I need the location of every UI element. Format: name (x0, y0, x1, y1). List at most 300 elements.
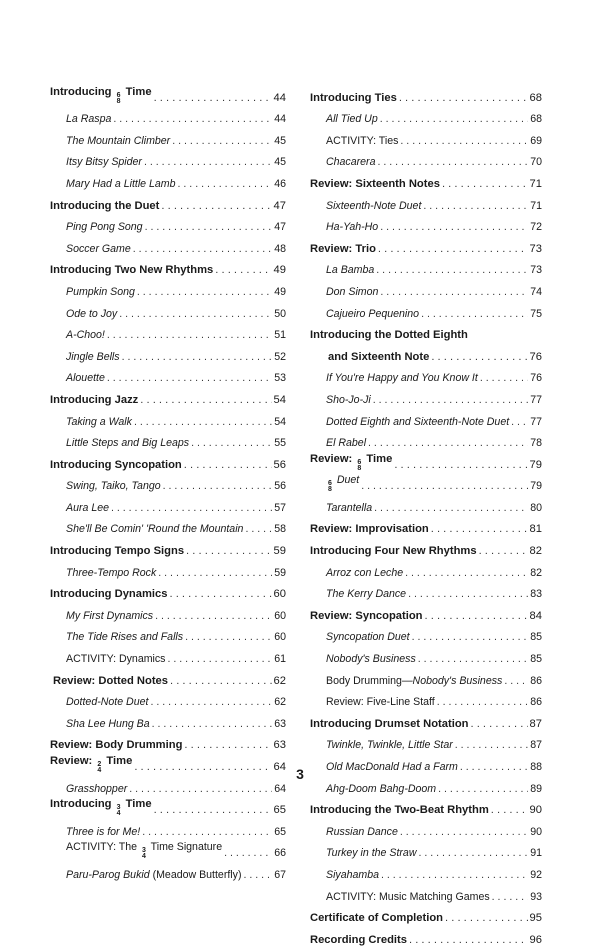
dot-leader (172, 134, 272, 148)
dot-leader (140, 393, 271, 407)
toc-page-number: 49 (274, 285, 286, 298)
dot-leader (178, 177, 273, 191)
toc-page-number: 58 (274, 523, 286, 536)
toc-entry[interactable] (50, 863, 286, 885)
toc-entry[interactable] (310, 561, 542, 583)
toc-entry-title: Itsy Bitsy Spider (66, 156, 142, 169)
toc-entry[interactable] (310, 734, 542, 756)
title-italic: Paru-Parog Bukid (66, 868, 150, 881)
dot-leader (400, 825, 528, 839)
toc-page-number: 44 (273, 91, 286, 104)
toc-entry-title (50, 797, 152, 817)
toc-page-number: 55 (274, 437, 286, 450)
dot-leader (409, 933, 528, 947)
toc-page-number: 62 (274, 696, 286, 709)
toc-entry-title: Review: Dotted Notes (53, 674, 168, 687)
toc-entry[interactable] (310, 475, 542, 497)
toc-section-heading[interactable] (50, 583, 286, 605)
toc-page-number: 91 (530, 847, 542, 860)
toc-page-number: 82 (529, 545, 542, 558)
toc-entry-title: Introducing the Two-Beat Rhythm (310, 804, 489, 817)
dot-leader (394, 458, 527, 472)
dot-leader (431, 350, 527, 364)
toc-entry-title: Review: Trio (310, 242, 376, 255)
toc-page-number: 74 (530, 285, 542, 298)
toc-page-number: 65 (273, 804, 286, 817)
toc-section-heading[interactable] (50, 388, 286, 410)
toc-section-heading[interactable] (310, 345, 542, 367)
dot-leader (113, 112, 272, 126)
toc-page-number: 68 (530, 113, 542, 126)
toc-page-number: 63 (274, 717, 286, 730)
toc-entry-title: Jingle Bells (66, 350, 120, 363)
toc-page-number: 85 (530, 631, 542, 644)
dot-leader (455, 738, 528, 752)
toc-entry-title: Sha Lee Hung Ba (66, 717, 150, 730)
toc-entry-title: The Mountain Climber (66, 134, 171, 147)
dot-leader (381, 868, 528, 882)
toc-entry-title (50, 85, 152, 105)
toc-entry-title: Aura Lee (66, 501, 109, 514)
toc-entry[interactable] (310, 410, 542, 432)
toc-page-number: 61 (274, 653, 286, 666)
toc-page-number: 71 (530, 199, 542, 212)
toc-section-heading[interactable] (50, 669, 286, 691)
toc-entry-title: Introducing Drumset Notation (310, 717, 469, 730)
toc-page-number: 63 (273, 739, 286, 752)
toc-page-number: 78 (530, 437, 542, 450)
toc-entry-title: Introducing Tempo Signs (50, 545, 185, 558)
toc-entry[interactable] (50, 432, 286, 454)
toc-section-heading[interactable] (310, 539, 542, 561)
toc-entry-title: Little Steps and Big Leaps (66, 437, 190, 450)
toc-page-number: 83 (530, 588, 542, 601)
toc-entry[interactable] (50, 410, 286, 432)
time-signature-icon (357, 460, 361, 472)
toc-entry-title: All Tied Up (326, 113, 378, 126)
toc-page-number: 49 (273, 264, 286, 277)
dot-leader (480, 371, 528, 385)
toc-page-number: 48 (274, 242, 286, 255)
dot-leader (167, 652, 272, 666)
time-signature-bottom: 4 (116, 810, 121, 818)
toc-page-number: 52 (274, 350, 286, 363)
toc-entry[interactable] (50, 647, 286, 669)
toc-page-number: 67 (274, 868, 286, 881)
time-signature-icon (117, 93, 121, 105)
toc-page-number: 56 (274, 480, 286, 493)
toc-entry[interactable] (50, 172, 286, 194)
dot-leader (438, 782, 528, 796)
toc-entry[interactable] (50, 129, 286, 151)
time-signature-icon (328, 481, 332, 493)
toc-page-number: 60 (274, 609, 286, 622)
toc-entry-title: The Kerry Dance (326, 588, 407, 601)
dot-leader (170, 587, 272, 601)
toc-entry-title: Review: Sixteenth Notes (310, 177, 440, 190)
toc-section-heading[interactable] (50, 539, 286, 561)
toc-page-number: 66 (274, 847, 286, 860)
toc-page-number: 53 (274, 372, 286, 385)
toc-entry-title: El Rabel (326, 437, 367, 450)
toc-entry-title: Grasshopper (66, 782, 128, 795)
toc-entry[interactable] (50, 604, 286, 626)
toc-page-number: 51 (274, 329, 286, 342)
toc-section-heading[interactable] (50, 734, 286, 756)
toc-entry-title: Review: Body Drumming (50, 739, 183, 752)
toc-section-heading[interactable] (50, 259, 286, 281)
toc-page-number: 77 (530, 415, 542, 428)
time-signature-icon (142, 848, 146, 860)
toc-entry-title: ACTIVITY: Music Matching Games (326, 890, 490, 903)
time-signature-top: 2 (97, 761, 102, 768)
toc-page-number: 77 (530, 393, 542, 406)
toc-page-number: 62 (273, 674, 286, 687)
toc-page-number: 59 (274, 566, 286, 579)
dot-leader (423, 199, 528, 213)
time-signature-top: 3 (142, 847, 146, 855)
toc-entry[interactable] (50, 820, 286, 842)
toc-entry-title: Three is for Me! (66, 825, 141, 838)
toc-entry-title: Introducing Two New Rhythms (50, 264, 214, 277)
toc-entry-title: Old MacDonald Had a Farm (326, 761, 458, 773)
dot-leader (129, 782, 272, 796)
toc-entry-title: Sho-Jo-Ji (326, 393, 371, 406)
toc-entry-title: La Raspa (66, 113, 112, 126)
title-prefix: Introducing (50, 798, 115, 811)
dot-leader (377, 155, 528, 169)
toc-page-number: 47 (273, 199, 286, 212)
dot-leader (361, 479, 528, 493)
dot-leader (144, 155, 272, 169)
toc-page-number: 79 (530, 480, 542, 493)
toc-section-heading[interactable] (50, 86, 286, 108)
toc-entry-title: Recording Credits (310, 933, 407, 946)
toc-page-number: 87 (530, 739, 542, 752)
toc-entry[interactable] (310, 259, 542, 281)
toc-entry-title: She'll Be Comin' 'Round the Mountain (66, 523, 244, 536)
toc-entry[interactable] (50, 561, 286, 583)
dot-leader (107, 328, 272, 342)
toc-entry[interactable] (50, 151, 286, 173)
toc-entry[interactable] (50, 496, 286, 518)
toc-entry[interactable] (310, 669, 542, 691)
time-signature-bottom: 4 (97, 767, 102, 774)
toc-page-number: 54 (273, 393, 286, 406)
page-number: 3 (296, 766, 304, 782)
toc-page-number: 81 (529, 523, 542, 536)
toc-entry[interactable] (310, 626, 542, 648)
toc-entry[interactable] (310, 216, 542, 238)
toc-page-number: 59 (273, 545, 286, 558)
dot-leader (215, 263, 271, 277)
toc-page-number: 45 (274, 156, 286, 169)
toc-entry[interactable] (310, 108, 542, 130)
dot-leader (376, 263, 528, 277)
toc-entry[interactable] (310, 691, 542, 713)
time-signature-top: 6 (357, 458, 362, 466)
title-prefix: Review: (50, 755, 96, 767)
dot-leader (154, 803, 272, 817)
toc-entry-title: Introducing Syncopation (50, 458, 182, 471)
toc-section-heading[interactable] (310, 518, 542, 540)
toc-page-number: 71 (529, 177, 542, 190)
toc-section-heading[interactable] (310, 928, 542, 950)
toc-entry[interactable] (50, 324, 286, 346)
time-signature-bottom: 8 (328, 486, 332, 494)
toc-entry[interactable] (310, 885, 542, 907)
toc-entry-title: Turkey in the Straw (326, 847, 417, 860)
toc-section-heading[interactable] (50, 194, 286, 216)
dot-leader (163, 479, 273, 493)
title-prefix: ACTIVITY: The (66, 841, 140, 854)
dot-leader (374, 501, 528, 515)
toc-entry[interactable] (310, 194, 542, 216)
toc-page-number: 90 (529, 804, 542, 817)
dot-leader (425, 609, 528, 623)
toc-entry[interactable] (310, 496, 542, 518)
dot-leader (412, 630, 529, 644)
toc-entry[interactable] (310, 863, 542, 885)
toc-entry[interactable] (310, 302, 542, 324)
dot-leader (421, 307, 528, 321)
dot-leader (470, 717, 527, 731)
toc-entry[interactable] (50, 237, 286, 259)
title-italic: Nobody's Business (412, 674, 503, 687)
toc-entry-title: Arroz con Leche (326, 566, 404, 579)
time-signature-bottom: 8 (357, 464, 362, 472)
dot-leader (137, 285, 272, 299)
dot-leader (186, 544, 272, 558)
title-prefix: Introducing (50, 85, 115, 98)
toc-page-number: 95 (529, 912, 542, 925)
toc-page-number: 76 (530, 372, 542, 385)
toc-entry-title (326, 674, 502, 688)
toc-entry-title: Ode to Joy (66, 307, 118, 320)
dot-leader (184, 738, 271, 752)
time-signature-top: 3 (116, 804, 121, 812)
toc-entry[interactable] (50, 367, 286, 389)
toc-entry[interactable] (50, 518, 286, 540)
dot-leader (380, 285, 528, 299)
toc-entry[interactable] (310, 842, 542, 864)
toc-entry[interactable] (310, 388, 542, 410)
toc-page-number: 68 (529, 91, 542, 104)
toc-page-number: 86 (530, 674, 542, 687)
toc-page-number: 45 (274, 134, 286, 147)
toc-entry-title: Certificate of Completion (310, 912, 444, 925)
toc-entry[interactable] (50, 475, 286, 497)
time-signature-top: 6 (328, 480, 332, 488)
toc-entry-title: ACTIVITY: Dynamics (66, 653, 166, 666)
toc-section-heading[interactable] (310, 324, 542, 346)
toc-entry-title (66, 840, 222, 860)
toc-entry[interactable] (50, 280, 286, 302)
toc-entry[interactable] (310, 820, 542, 842)
title-suffix: Time (122, 798, 152, 811)
title-prefix: Review: (310, 452, 356, 465)
dot-leader (150, 695, 272, 709)
toc-entry-title: La Bamba (326, 264, 375, 277)
toc-entry-title: My First Dynamics (66, 609, 154, 622)
toc-entry-title: Ha-Yah-Ho (326, 221, 379, 234)
dot-leader (511, 415, 528, 429)
toc-entry-title (326, 473, 359, 493)
toc-entry-title: Three-Tempo Rock (66, 566, 157, 579)
toc-section-heading[interactable] (310, 172, 542, 194)
toc-section-heading[interactable] (310, 453, 542, 475)
toc-entry[interactable] (310, 583, 542, 605)
toc-entry-title: Soccer Game (66, 242, 131, 255)
toc-entry[interactable] (50, 626, 286, 648)
toc-page-number: 60 (274, 631, 286, 644)
toc-entry-title: Russian Dance (326, 825, 398, 838)
toc-entry-title: Dotted-Note Duet (66, 696, 149, 709)
toc-page-number: 56 (273, 458, 286, 471)
toc-entry[interactable] (50, 345, 286, 367)
toc-section-heading[interactable] (310, 604, 542, 626)
toc-page-number: 87 (529, 717, 542, 730)
toc-section-heading[interactable] (50, 799, 286, 821)
dot-leader (191, 436, 272, 450)
toc-entry[interactable] (310, 647, 542, 669)
dot-leader (418, 652, 528, 666)
toc-entry-title: Sixteenth-Note Duet (326, 199, 422, 212)
dot-leader (158, 566, 272, 580)
dot-leader (418, 846, 528, 860)
dot-leader (408, 587, 528, 601)
toc-entry-title: Ping Pong Song (66, 221, 143, 234)
toc-entry[interactable] (50, 842, 286, 864)
toc-entry-title: Introducing Four New Rhythms (310, 545, 477, 558)
dot-leader (442, 177, 528, 191)
toc-entry-title: Chacarera (326, 156, 376, 169)
dot-leader (111, 501, 272, 515)
toc-entry[interactable] (50, 108, 286, 130)
title-suffix: Time (103, 755, 133, 767)
dot-leader (378, 242, 528, 256)
dot-leader (152, 717, 273, 731)
dot-leader (492, 890, 529, 904)
title-roman: Body Drumming— (326, 674, 413, 687)
toc-page-number: 92 (530, 868, 542, 881)
toc-page-number: 96 (529, 933, 542, 946)
toc-entry[interactable] (310, 367, 542, 389)
dot-leader (491, 803, 528, 817)
toc-page-number: 57 (274, 501, 286, 514)
dot-leader (107, 371, 272, 385)
toc-section-heading[interactable] (50, 453, 286, 475)
dot-leader (142, 825, 272, 839)
toc-entry-title: Introducing the Duet (50, 199, 160, 212)
toc-page-number: 50 (274, 307, 286, 320)
dot-leader (184, 458, 272, 472)
time-signature-icon (117, 805, 121, 817)
toc-entry-title: Review: Improvisation (310, 523, 429, 536)
dot-leader (134, 415, 272, 429)
toc-entry-title: Twinkle, Twinkle, Little Star (326, 739, 453, 752)
toc-entry-title: If You're Happy and You Know It (326, 372, 478, 385)
title-roman: (Meadow Butterfly) (149, 868, 242, 881)
dot-leader (399, 91, 528, 105)
dot-leader (243, 868, 272, 882)
dot-leader (373, 393, 528, 407)
toc-page-number: 75 (530, 307, 542, 320)
toc-page-number: 64 (273, 761, 286, 773)
toc-section-heading[interactable] (310, 86, 542, 108)
toc-page-number: 89 (530, 782, 542, 795)
toc-right-column (310, 86, 542, 950)
toc-entry-title: and Sixteenth Note (328, 350, 430, 363)
toc-page-number: 54 (274, 415, 286, 428)
toc-section-heading[interactable] (310, 712, 542, 734)
toc-page-number: 88 (530, 761, 542, 773)
toc-entry[interactable] (310, 151, 542, 173)
toc-entry-title: Syncopation Duet (326, 631, 410, 644)
dot-leader (170, 674, 272, 688)
dot-leader (437, 695, 528, 709)
toc-entry-title: Alouette (66, 372, 105, 385)
toc-entry-title: Swing, Taiko, Tango (66, 480, 161, 493)
dot-leader (145, 220, 273, 234)
dot-leader (185, 630, 272, 644)
toc-page-number: 64 (274, 782, 286, 795)
title-suffix: Time Signature (147, 841, 223, 854)
toc-entry-title: Dotted Eighth and Sixteenth-Note Duet (326, 415, 510, 428)
toc-entry[interactable] (310, 129, 542, 151)
toc-entry[interactable] (50, 216, 286, 238)
toc-entry[interactable] (50, 712, 286, 734)
dot-leader (122, 350, 273, 364)
toc-entry-title: Ahg-Doom Bahg-Doom (326, 782, 437, 795)
toc-page-number: 69 (530, 134, 542, 147)
toc-entry-title: ACTIVITY: Ties (326, 134, 399, 147)
toc-entry[interactable] (310, 280, 542, 302)
toc-entry[interactable] (50, 691, 286, 713)
toc-page-number: 79 (529, 458, 542, 471)
toc-page-number: 73 (530, 264, 542, 277)
toc-entry-title: Siyahamba (326, 868, 379, 881)
dot-leader (380, 220, 528, 234)
toc-entry-title: A-Choo! (66, 329, 105, 342)
toc-section-heading[interactable] (310, 907, 542, 929)
toc-entry-title: Tarantella (326, 501, 373, 514)
title-suffix: Duet (333, 474, 360, 487)
toc-page-number: 82 (530, 566, 542, 579)
toc-entry-title: Introducing Ties (310, 91, 397, 104)
dot-leader (154, 91, 272, 105)
toc-entry-title: Introducing Jazz (50, 393, 139, 406)
toc-page-number: 90 (530, 825, 542, 838)
toc-page-number: 80 (530, 501, 542, 514)
toc-entry[interactable] (50, 302, 286, 324)
dot-leader (405, 566, 528, 580)
dot-leader (245, 522, 272, 536)
toc-page-number: 85 (530, 653, 542, 666)
toc-entry-title: Review: Syncopation (310, 609, 423, 622)
time-signature-bottom: 4 (142, 853, 146, 861)
toc-entry-title: Pumpkin Song (66, 285, 135, 298)
toc-section-heading[interactable] (310, 799, 542, 821)
dot-leader (431, 522, 528, 536)
toc-entry-title: Mary Had a Little Lamb (66, 177, 176, 190)
toc-page-number: 72 (530, 221, 542, 234)
toc-entry[interactable] (310, 432, 542, 454)
dot-leader (119, 307, 272, 321)
toc-section-heading[interactable] (310, 237, 542, 259)
toc-entry-title: Review: Five-Line Staff (326, 696, 435, 709)
toc-entry-title: Cajueiro Pequenino (326, 307, 420, 320)
